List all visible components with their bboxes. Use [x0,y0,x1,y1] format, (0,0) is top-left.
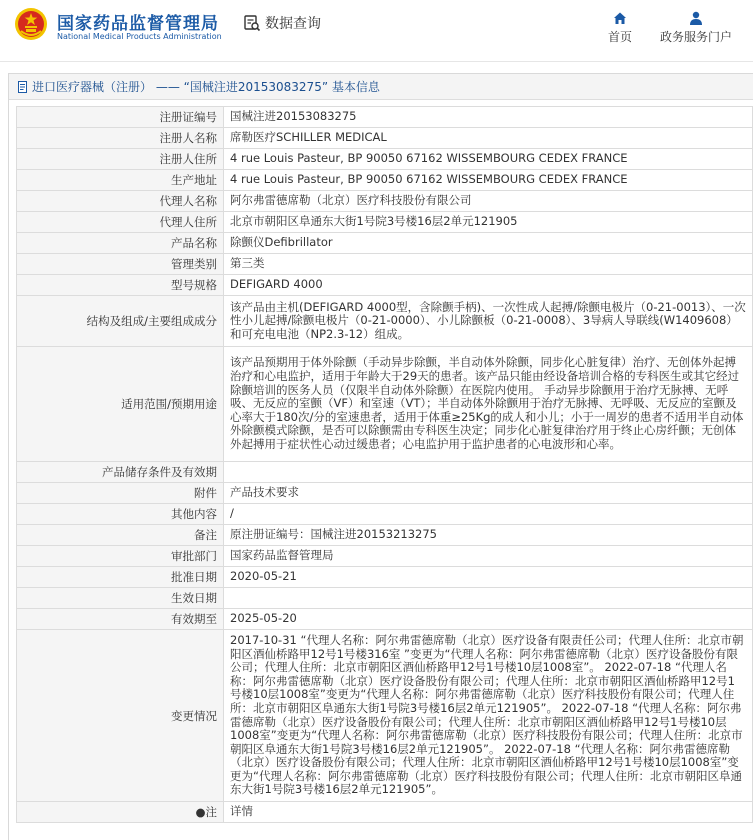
table-row [17,233,753,254]
row-label: 产品名称 [17,233,224,254]
nav-gov-label: 政务服务门户 [659,30,732,44]
row-value: 除颤仪Defibrillator [224,233,753,254]
row-label: 备注 [17,525,224,546]
table-row [17,107,753,128]
panel-title [9,74,753,100]
row-label: 生产地址 [17,170,224,191]
table-row [17,525,753,546]
document-icon [17,81,29,93]
row-label: 变更情况 [17,630,224,802]
row-value: / [224,504,753,525]
table-row [17,567,753,588]
nav-gov-service[interactable] [656,10,736,45]
row-label: 其他内容 [17,504,224,525]
table-row [17,630,753,802]
nav-home-label: 首页 [607,30,632,44]
row-value: 该产品由主机(DEFIGARD 4000型，含除颤手柄)、一次性成人起搏/除颤电极片（0-21-0013）、一次性小儿起搏/除颤电极片（0-21-0000）、小儿除颤板（0-21-0008）、3导病人导联线(W1409608）和可充电电池（NP2.3-12）组成。 [224,296,753,347]
panel-title-text: 进口医疗器械（注册） —— “国械注进20153083275” 基本信息 [32,79,380,94]
brand-name-cn: 国家药品监督管理局 [57,14,219,34]
row-value [224,462,753,483]
row-label: 注册证编号 [17,107,224,128]
row-value: 国械注进20153083275 [224,107,753,128]
row-value: 原注册证编号：国械注进20153213275 [224,525,753,546]
row-label: 注册人名称 [17,128,224,149]
row-label: 有效期至 [17,609,224,630]
row-value: 2025-05-20 [224,609,753,630]
row-value: 产品技术要求 [224,483,753,504]
row-value: 北京市朝阳区阜通东大街1号院3号楼16层2单元121905 [224,212,753,233]
row-label: 附件 [17,483,224,504]
row-value: 第三类 [224,254,753,275]
row-value: 阿尔弗雷德席勒（北京）医疗科技股份有限公司 [224,191,753,212]
table-row [17,347,753,462]
row-value: 2017-10-31 “代理人名称：阿尔弗雷德席勒（北京）医疗设备有限责任公司；代理人住所：北京市朝阳区酒仙桥路甲12号1号楼316室 ”变更为“代理人名称：阿尔弗雷德席勒（北京）医疗设备股份有限公司；代理人住所：北京市朝阳区酒仙桥路甲12号1号楼10层1008室”。 2022-07-18 “代理人名称：阿尔弗雷德席勒（北京）医疗设备股份有限公司；代理人住所：北京市朝阳区酒仙桥路甲12号1号楼10层1008室”变更为“代理人名称：阿尔弗雷德席勒（北京）医疗科技股份有限公司；代理人住所：北京市朝阳区阜通东大街1号院3号楼16层2单元121905”。 2022-07-18 “代理人名称：阿尔弗雷德席勒（北京）医疗设备股份有限公司；代理人住所：北京市朝阳区酒仙桥路甲12号1号楼10层1008室”变更为“代理人名称：阿尔弗雷德席勒（北京）医疗科技股份有限公司；代理人住所：北京市朝阳区阜通东大街1号院3号楼16层2单元121905”。 2022-07-18 “代理人名称：阿尔弗雷德席勒（北京）医疗设备股份有限公司；代理人住所：北京市朝阳区酒仙桥路甲12号1号楼10层1008室”变更为“代理人名称：阿尔弗雷德席勒（北京）医疗科技股份有限公司；代理人住所：北京市朝阳区阜通东大街1号院3号楼16层2单元121905”。 [224,630,753,802]
table-row [17,546,753,567]
row-value [224,588,753,609]
nav-home[interactable] [603,10,637,45]
data-query-label: 数据查询 [265,16,321,32]
row-value: 席勒医疗SCHILLER MEDICAL [224,128,753,149]
data-query-link[interactable] [243,13,321,33]
table-row [17,275,753,296]
row-label: 注册人住所 [17,149,224,170]
row-label: 适用范围/预期用途 [17,347,224,462]
info-table [16,106,753,823]
row-label: 代理人名称 [17,191,224,212]
row-label: 批准日期 [17,567,224,588]
row-value: 4 rue Louis Pasteur, BP 90050 67162 WISSEMBOURG CEDEX FRANCE [224,170,753,191]
table-row [17,128,753,149]
site-header [0,0,753,62]
table-row [17,462,753,483]
data-query-icon [243,14,261,32]
table-row [17,296,753,347]
row-value: 国家药品监督管理局 [224,546,753,567]
row-label: ●注 [17,802,224,823]
table-row [17,212,753,233]
header-divider [0,61,753,62]
row-value: DEFIGARD 4000 [224,275,753,296]
row-value: 该产品预期用于体外除颤（手动异步除颤，半自动体外除颤，同步化心脏复律）治疗、无创体外起搏治疗和心电监护，适用于年龄大于29天的患者。该产品只能由经设备培训合格的专科医生或其它经过除颤培训的医务人员（仅限半自动体外除颤）在医院内使用。 手动异步除颤用于治疗无脉搏、无呼吸、无反应的室颤（VF）和室速（VT）；半自动体外除颤用于治疗无脉搏、无呼吸、无反应的室颤及心率大于180次/分的室速患者，适用于体重≥25Kg的成人和小儿；小于一周岁的患者不适用半自动体外除颤模式除颤，是否可以除颤需由专科医生决定；同步化心脏复律治疗用于终止心房纤颤；无创体外起搏用于症状性心动过缓患者；心电监护用于监护患者的心电波形和心率。 [224,347,753,462]
details-link[interactable]: 详情 [224,802,753,823]
table-row [17,149,753,170]
row-label: 生效日期 [17,588,224,609]
row-value: 4 rue Louis Pasteur, BP 90050 67162 WISSEMBOURG CEDEX FRANCE [224,149,753,170]
table-row [17,802,753,823]
row-label: 管理类别 [17,254,224,275]
row-label: 型号规格 [17,275,224,296]
national-emblem-icon [14,7,48,41]
table-row [17,609,753,630]
table-row [17,588,753,609]
row-value: 2020-05-21 [224,567,753,588]
row-label: 结构及组成/主要组成成分 [17,296,224,347]
table-row [17,483,753,504]
user-icon [688,10,704,26]
row-label: 产品储存条件及有效期 [17,462,224,483]
table-row [17,504,753,525]
table-row [17,191,753,212]
row-label: 审批部门 [17,546,224,567]
brand-name-en: National Medical Products Administration [57,32,222,41]
table-row [17,170,753,191]
row-label: 代理人住所 [17,212,224,233]
table-row [17,254,753,275]
home-icon [612,10,628,26]
